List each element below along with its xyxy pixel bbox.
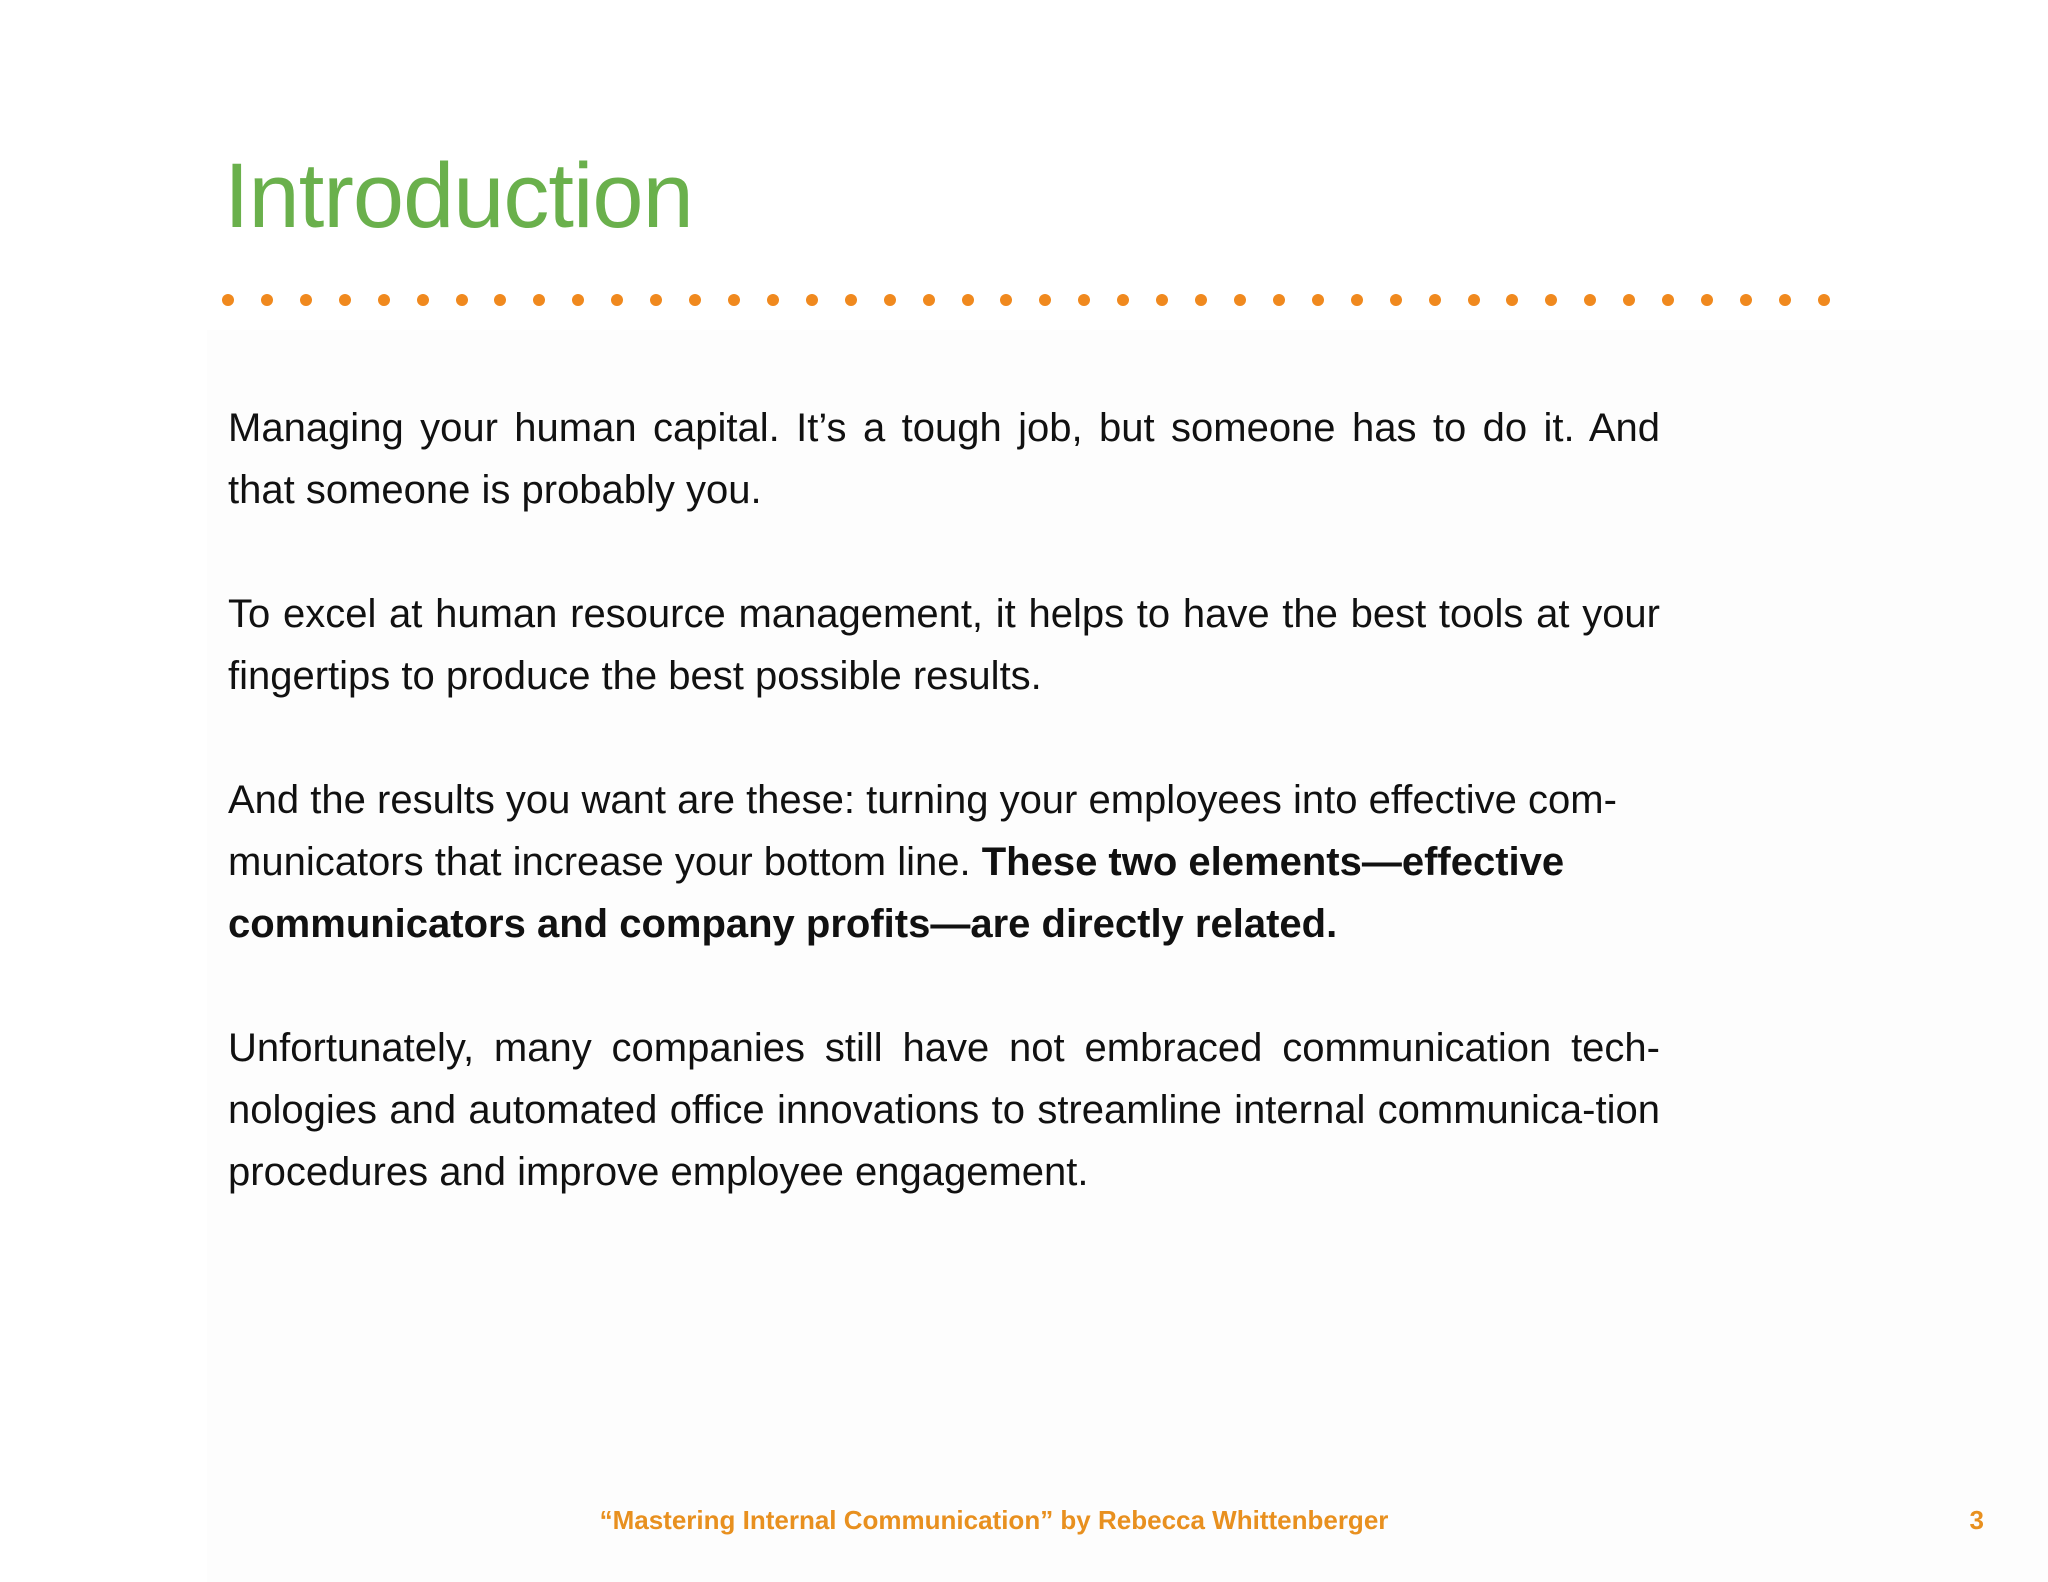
divider-dot [845, 294, 857, 306]
divider-dot [222, 294, 234, 306]
divider-dot [1234, 294, 1246, 306]
divider-dot [650, 294, 662, 306]
divider-dot [417, 294, 429, 306]
divider-dot [1351, 294, 1363, 306]
divider-dot [611, 294, 623, 306]
divider-dot [1312, 294, 1324, 306]
divider-dot [1506, 294, 1518, 306]
paragraph-3-emphasis: These two elements—effective communicators and company profits—are directly related. [228, 840, 1565, 946]
page-footer [0, 1504, 2048, 1536]
divider-dot [1779, 294, 1791, 306]
body-text [228, 397, 1660, 1265]
divider-dot [1039, 294, 1051, 306]
paragraph-3-text: And the results you want are these: turning your employees into effective com-municators that increase your bottom line. [228, 778, 1617, 884]
divider-dot [1273, 294, 1285, 306]
divider-dot [689, 294, 701, 306]
page-number: 3 [1969, 1505, 1984, 1535]
footer-credit: “Mastering Internal Communication” by Rebecca Whittenberger [599, 1505, 1389, 1535]
divider-dot [1468, 294, 1480, 306]
divider-dot [1701, 294, 1713, 306]
divider-dot [1662, 294, 1674, 306]
divider-dot [728, 294, 740, 306]
divider-dot [261, 294, 273, 306]
divider-dot [572, 294, 584, 306]
dotted-divider [222, 292, 1830, 308]
divider-dot [533, 294, 545, 306]
divider-dot [1623, 294, 1635, 306]
divider-dot [962, 294, 974, 306]
divider-dot [1545, 294, 1557, 306]
divider-dot [1078, 294, 1090, 306]
divider-dot [806, 294, 818, 306]
paragraph-4: Unfortunately, many companies still have not embraced communication tech-nologies and automated office innovations to streamline internal communica-tion procedures and improve employee engagement. [228, 1026, 1660, 1194]
paragraph-1: Managing your human capital. It’s a tough job, but someone has to do it. And that someone is probably you. [228, 406, 1660, 512]
divider-dot [494, 294, 506, 306]
divider-dot [1818, 294, 1830, 306]
divider-dot [767, 294, 779, 306]
divider-dot [1195, 294, 1207, 306]
paragraph-3 [228, 769, 1660, 955]
divider-dot [884, 294, 896, 306]
divider-dot [1156, 294, 1168, 306]
divider-dot [1584, 294, 1596, 306]
divider-dot [378, 294, 390, 306]
page-title: Introduction [224, 145, 693, 247]
divider-dot [300, 294, 312, 306]
divider-dot [1740, 294, 1752, 306]
divider-dot [923, 294, 935, 306]
divider-dot [1429, 294, 1441, 306]
divider-dot [339, 294, 351, 306]
divider-dot [1000, 294, 1012, 306]
divider-dot [456, 294, 468, 306]
divider-dot [1117, 294, 1129, 306]
divider-dot [1390, 294, 1402, 306]
paragraph-2: To excel at human resource management, it helps to have the best tools at your fingertips to produce the best possible results. [228, 592, 1660, 698]
